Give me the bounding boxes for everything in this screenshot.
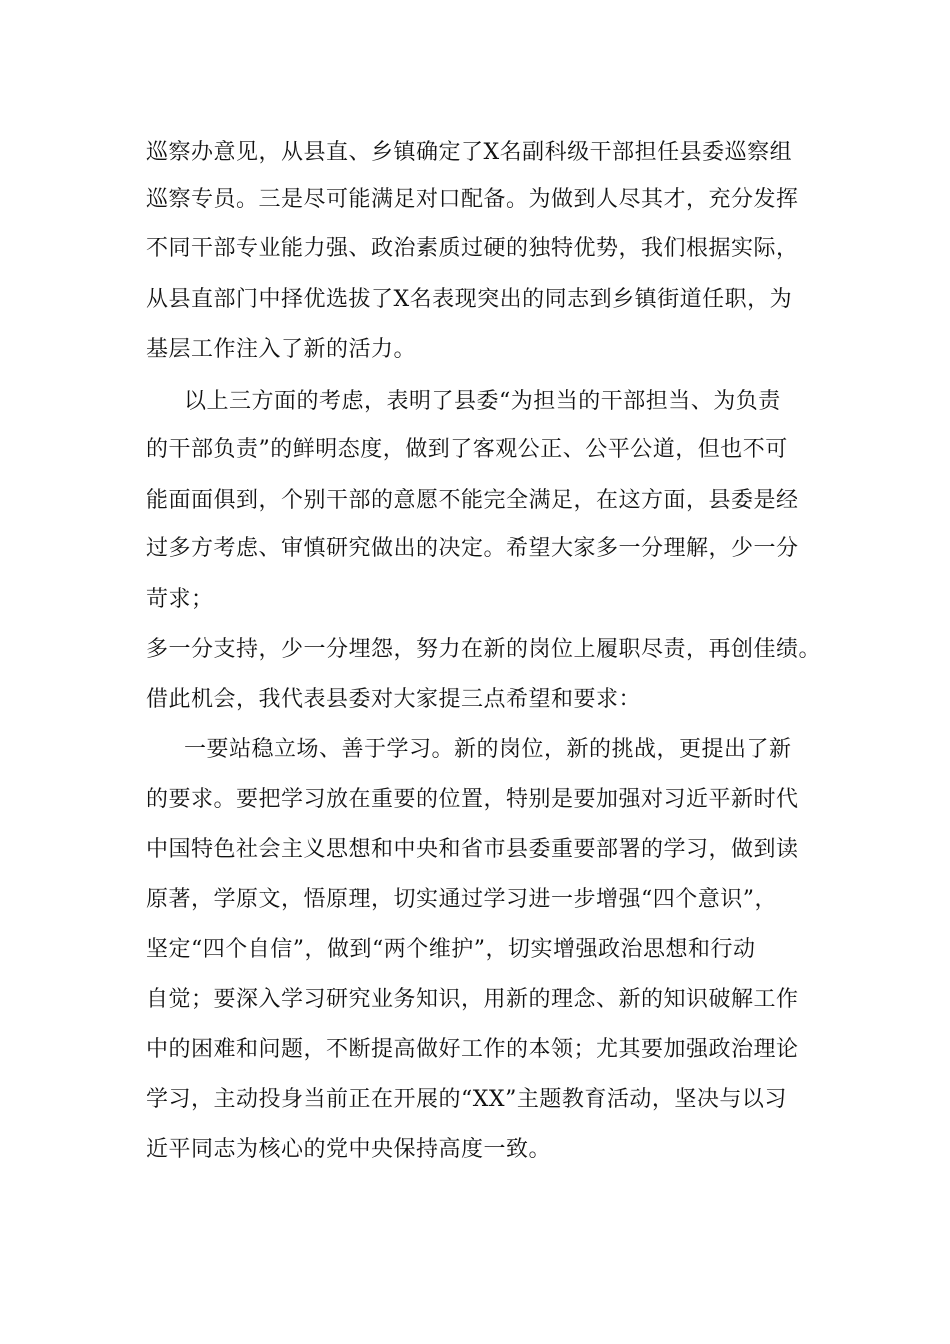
text-line: 从县直部门中择优选拔了X名表现突出的同志到乡镇街道任职，为 <box>146 287 793 312</box>
text-line: 借此机会，我代表县委对大家提三点希望和要求： <box>146 687 642 712</box>
text-line: 基层工作注入了新的活力。 <box>146 337 417 362</box>
text-line: 中国特色社会主义思想和中央和省市县委重要部署的学习，做到读 <box>146 837 799 862</box>
text-line: 学习，主动投身当前正在开展的“XX”主题教育活动，坚决与以习 <box>146 1087 787 1112</box>
text-line: 巡察专员。三是尽可能满足对口配备。为做到人尽其才，充分发挥 <box>146 187 799 212</box>
text-line: 苛求； <box>146 587 214 612</box>
text-line: 坚定“四个自信”，做到“两个维护”，切实增强政治思想和行动 <box>146 937 756 962</box>
text-line: 以上三方面的考虑，表明了县委“为担当的干部担当、为负责 <box>184 389 781 414</box>
text-line: 能面面俱到，个别干部的意愿不能完全满足，在这方面，县委是经 <box>146 488 799 513</box>
text-line: 近平同志为核心的党中央保持高度一致。 <box>146 1137 552 1162</box>
text-line: 巡察办意见，从县直、乡镇确定了X名副科级干部担任县委巡察组 <box>146 140 793 165</box>
text-line: 过多方考虑、审慎研究做出的决定。希望大家多一分理解，少一分 <box>146 536 799 561</box>
text-line: 不同干部专业能力强、政治素质过硬的独特优势，我们根据实际， <box>146 236 799 261</box>
text-line: 中的困难和问题，不断提高做好工作的本领；尤其要加强政治理论 <box>146 1037 799 1062</box>
text-line: 原著，学原文，悟原理，切实通过学习进一步增强“四个意识”， <box>146 887 777 912</box>
text-line: 自觉；要深入学习研究业务知识，用新的理念、新的知识破解工作 <box>146 987 799 1012</box>
text-line: 一要站稳立场、善于学习。新的岗位，新的挑战，更提出了新 <box>184 737 792 762</box>
text-line: 多一分支持，少一分埋怨，努力在新的岗位上履职尽责，再创佳绩。 <box>146 637 822 662</box>
text-line: 的干部负责”的鲜明态度，做到了客观公正、公平公道，但也不可 <box>146 437 788 462</box>
text-line: 的要求。要把学习放在重要的位置，特别是要加强对习近平新时代 <box>146 787 799 812</box>
